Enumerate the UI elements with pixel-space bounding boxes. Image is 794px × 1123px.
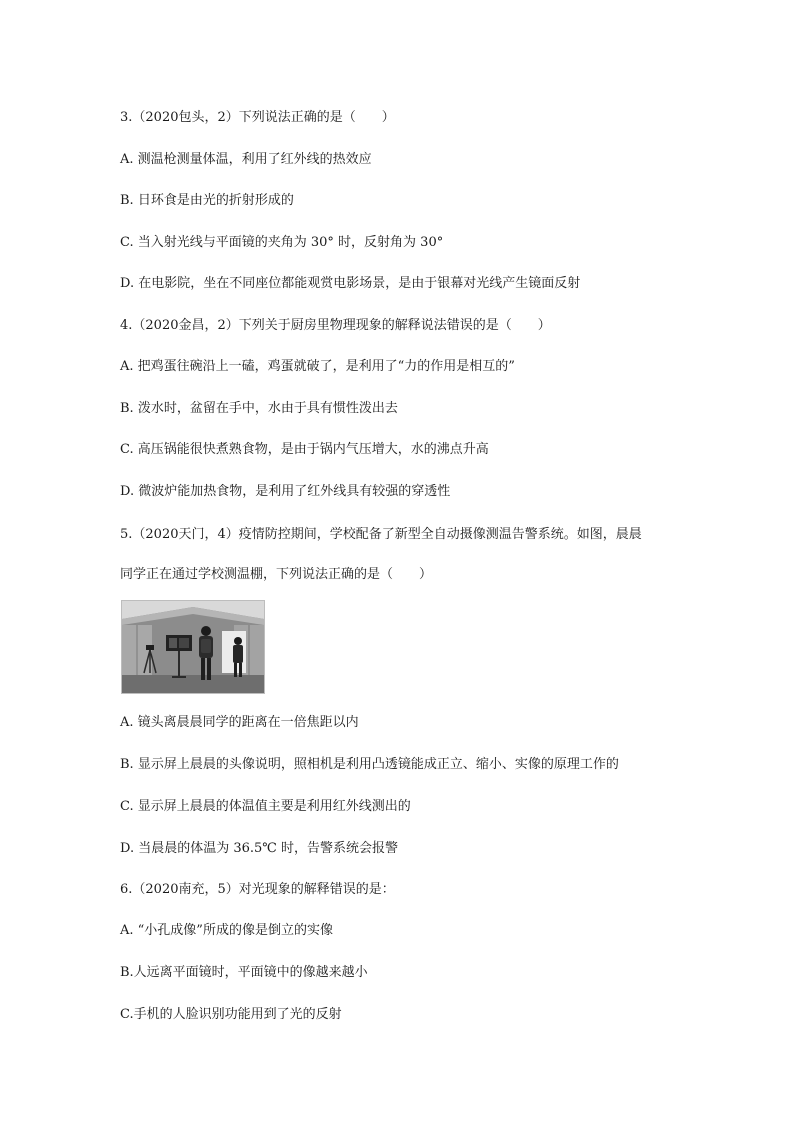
- question-4-stem: 4.（2020金昌，2）下列关于厨房里物理现象的解释说法错误的是（ ）: [120, 318, 551, 333]
- question-4-option-a: A. 把鸡蛋往碗沿上一磕，鸡蛋就破了，是利用了“力的作用是相互的”: [120, 359, 515, 374]
- question-5-stem-line-1: 5.（2020天门，4）疫情防控期间，学校配备了新型全自动摄像测温告警系统。如图，晨晨: [120, 527, 642, 542]
- question-5-option-d: D. 当晨晨的体温为 36.5℃ 时，告警系统会报警: [120, 841, 398, 856]
- question-5-option-a: A. 镜头离晨晨同学的距离在一倍焦距以内: [120, 715, 359, 730]
- question-4-option-c: C. 高压锅能很快煮熟食物，是由于锅内气压增大，水的沸点升高: [120, 442, 489, 457]
- question-6-stem: 6.（2020南充，5）对光现象的解释错误的是：: [120, 882, 395, 897]
- question-3-option-a: A. 测温枪测量体温，利用了红外线的热效应: [120, 152, 372, 167]
- question-6-option-c: C.手机的人脸识别功能用到了光的反射: [120, 1007, 342, 1022]
- question-4-option-d: D. 微波炉能加热食物，是利用了红外线具有较强的穿透性: [120, 484, 451, 499]
- question-6-option-a: A. “小孔成像”所成的像是倒立的实像: [120, 923, 333, 938]
- question-3-stem: 3.（2020包头，2）下列说法正确的是（ ）: [120, 110, 395, 125]
- question-4-option-b: B. 泼水时，盆留在手中，水由于具有惯性泼出去: [120, 401, 398, 416]
- question-5-option-c: C. 显示屏上晨晨的体温值主要是利用红外线测出的: [120, 799, 411, 814]
- question-5-option-b: B. 显示屏上晨晨的头像说明，照相机是利用凸透镜能成正立、缩小、实像的原理工作的: [120, 757, 619, 772]
- question-6-option-b: B.人远离平面镜时，平面镜中的像越来越小: [120, 965, 368, 980]
- question-3-option-c: C. 当入射光线与平面镜的夹角为 30° 时，反射角为 30°: [120, 235, 444, 250]
- question-5-stem-line-2: 同学正在通过学校测温棚，下列说法正确的是（ ）: [120, 567, 433, 582]
- temperature-booth-photo: [121, 600, 265, 694]
- question-3-option-b: B. 日环食是由光的折射形成的: [120, 193, 294, 208]
- question-3-option-d: D. 在电影院，坐在不同座位都能观赏电影场景，是由于银幕对光线产生镜面反射: [120, 276, 581, 291]
